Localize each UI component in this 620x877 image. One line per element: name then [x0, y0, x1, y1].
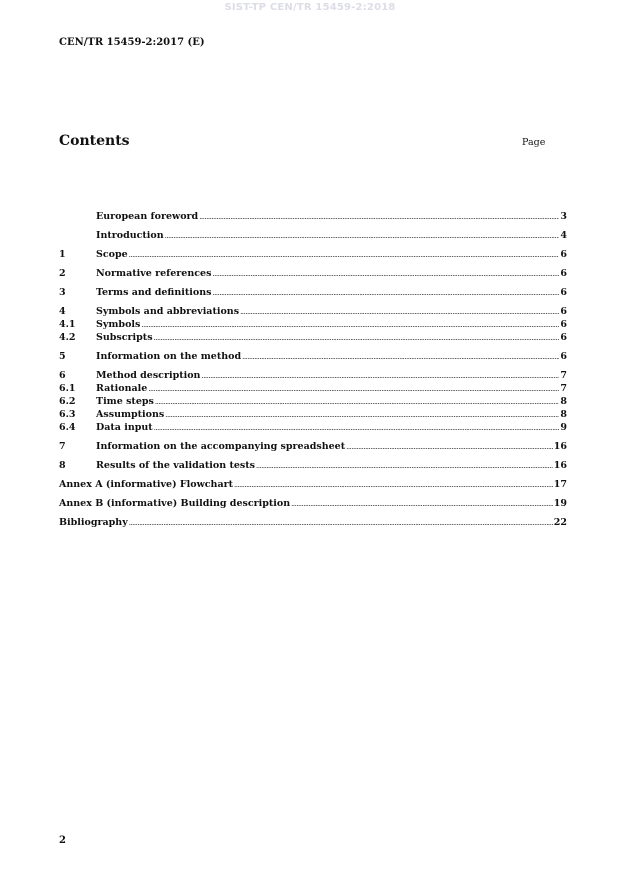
- toc-entry-page: 6: [560, 306, 567, 317]
- toc-entry-title: Normative references: [96, 268, 212, 279]
- toc-entry[interactable]: [59, 421, 567, 434]
- toc-entry[interactable]: [59, 210, 567, 223]
- dot-leader: [154, 422, 560, 435]
- toc-entry-number: 6: [59, 370, 66, 381]
- toc-entry[interactable]: [59, 369, 567, 382]
- toc-entry-title: Annex A (informative) Flowchart: [59, 479, 233, 490]
- toc-entry-number: 5: [59, 351, 66, 362]
- toc-entry[interactable]: [59, 516, 567, 529]
- toc-entry-title: Information on the method: [96, 351, 242, 362]
- toc-entry-page: 7: [560, 370, 567, 381]
- toc-entry[interactable]: [59, 497, 567, 510]
- toc-entry-title: Information on the accompanying spreadsheet: [96, 441, 346, 452]
- toc-entry-title: Time steps: [96, 396, 154, 407]
- toc-entry-number: 8: [59, 460, 66, 471]
- toc-entry[interactable]: [59, 395, 567, 408]
- toc-entry-title: Scope: [96, 249, 128, 260]
- toc-entry[interactable]: [59, 229, 567, 242]
- dot-leader: [199, 211, 559, 224]
- toc-entry-page: 6: [560, 287, 567, 298]
- toc-entry-title: Assumptions: [96, 409, 165, 420]
- toc-entry[interactable]: [59, 350, 567, 363]
- watermark: SIST-TP CEN/TR 15459-2:2018: [224, 2, 396, 13]
- toc-entry-title: Annex B (informative) Building description: [59, 498, 291, 509]
- dot-leader: [291, 498, 553, 511]
- toc-entry[interactable]: [59, 408, 567, 421]
- toc-entry-number: 4.1: [59, 319, 76, 330]
- toc-entry[interactable]: [59, 267, 567, 280]
- toc-entry[interactable]: [59, 478, 567, 491]
- toc-entry-page: 19: [553, 498, 567, 509]
- page-number: 2: [59, 835, 66, 846]
- dot-leader: [212, 287, 559, 300]
- contents-heading: Contents: [59, 133, 130, 149]
- toc-entry-title: Bibliography: [59, 517, 128, 528]
- dot-leader: [141, 319, 559, 332]
- dot-leader: [148, 383, 559, 396]
- toc-entry-number: 3: [59, 287, 66, 298]
- dot-leader: [242, 351, 559, 364]
- toc-entry-page: 7: [560, 383, 567, 394]
- toc-entry-title: Introduction: [96, 230, 164, 241]
- toc-entry-title: Rationale: [96, 383, 148, 394]
- toc-entry[interactable]: [59, 440, 567, 453]
- toc-entry-number: 6.3: [59, 409, 76, 420]
- dot-leader: [129, 249, 560, 262]
- toc-entry-number: 6.4: [59, 422, 76, 433]
- toc-entry-page: 6: [560, 268, 567, 279]
- toc-entry[interactable]: [59, 286, 567, 299]
- dot-leader: [346, 441, 553, 454]
- dot-leader: [256, 460, 553, 473]
- toc-entry-number: 4: [59, 306, 66, 317]
- toc-entry-page: 4: [560, 230, 567, 241]
- toc-entry-page: 6: [560, 249, 567, 260]
- dot-leader: [212, 268, 559, 281]
- toc-entry-page: 3: [560, 211, 567, 222]
- dot-leader: [165, 230, 560, 243]
- toc-entry[interactable]: [59, 248, 567, 261]
- document-identifier: CEN/TR 15459-2:2017 (E): [59, 37, 205, 48]
- toc-entry-number: 7: [59, 441, 66, 452]
- dot-leader: [165, 409, 559, 422]
- toc-entry[interactable]: [59, 305, 567, 318]
- toc-entry-page: 8: [560, 409, 567, 420]
- toc-entry-number: 6.2: [59, 396, 76, 407]
- toc-entry-page: 16: [553, 441, 567, 452]
- toc-entry-title: Subscripts: [96, 332, 153, 343]
- toc-entry[interactable]: [59, 459, 567, 472]
- dot-leader: [201, 370, 559, 383]
- toc-entry-title: Method description: [96, 370, 201, 381]
- toc-entry-number: 1: [59, 249, 66, 260]
- dot-leader: [154, 332, 560, 345]
- toc-entry-page: 6: [560, 351, 567, 362]
- toc-entry-page: 9: [560, 422, 567, 433]
- toc-entry[interactable]: [59, 318, 567, 331]
- toc-entry-title: Results of the validation tests: [96, 460, 255, 471]
- toc-entry-title: Data input: [96, 422, 153, 433]
- toc-entry-title: Symbols and abbreviations: [96, 306, 240, 317]
- page-column-label: Page: [522, 137, 546, 148]
- toc-entry-title: European foreword: [96, 211, 199, 222]
- toc-entry-number: 4.2: [59, 332, 76, 343]
- toc-entry-title: Symbols: [96, 319, 141, 330]
- dot-leader: [155, 396, 560, 409]
- toc-entry-page: 8: [560, 396, 567, 407]
- toc-entry-page: 22: [553, 517, 567, 528]
- toc-entry-page: 6: [560, 319, 567, 330]
- table-of-contents: [59, 210, 567, 529]
- toc-entry-page: 16: [553, 460, 567, 471]
- toc-entry-title: Terms and definitions: [96, 287, 212, 298]
- toc-entry-number: 2: [59, 268, 66, 279]
- toc-entry-number: 6.1: [59, 383, 76, 394]
- dot-leader: [240, 306, 559, 319]
- toc-entry-page: 17: [553, 479, 567, 490]
- dot-leader: [129, 517, 553, 530]
- dot-leader: [234, 479, 553, 492]
- toc-entry-page: 6: [560, 332, 567, 343]
- toc-entry[interactable]: [59, 331, 567, 344]
- toc-entry[interactable]: [59, 382, 567, 395]
